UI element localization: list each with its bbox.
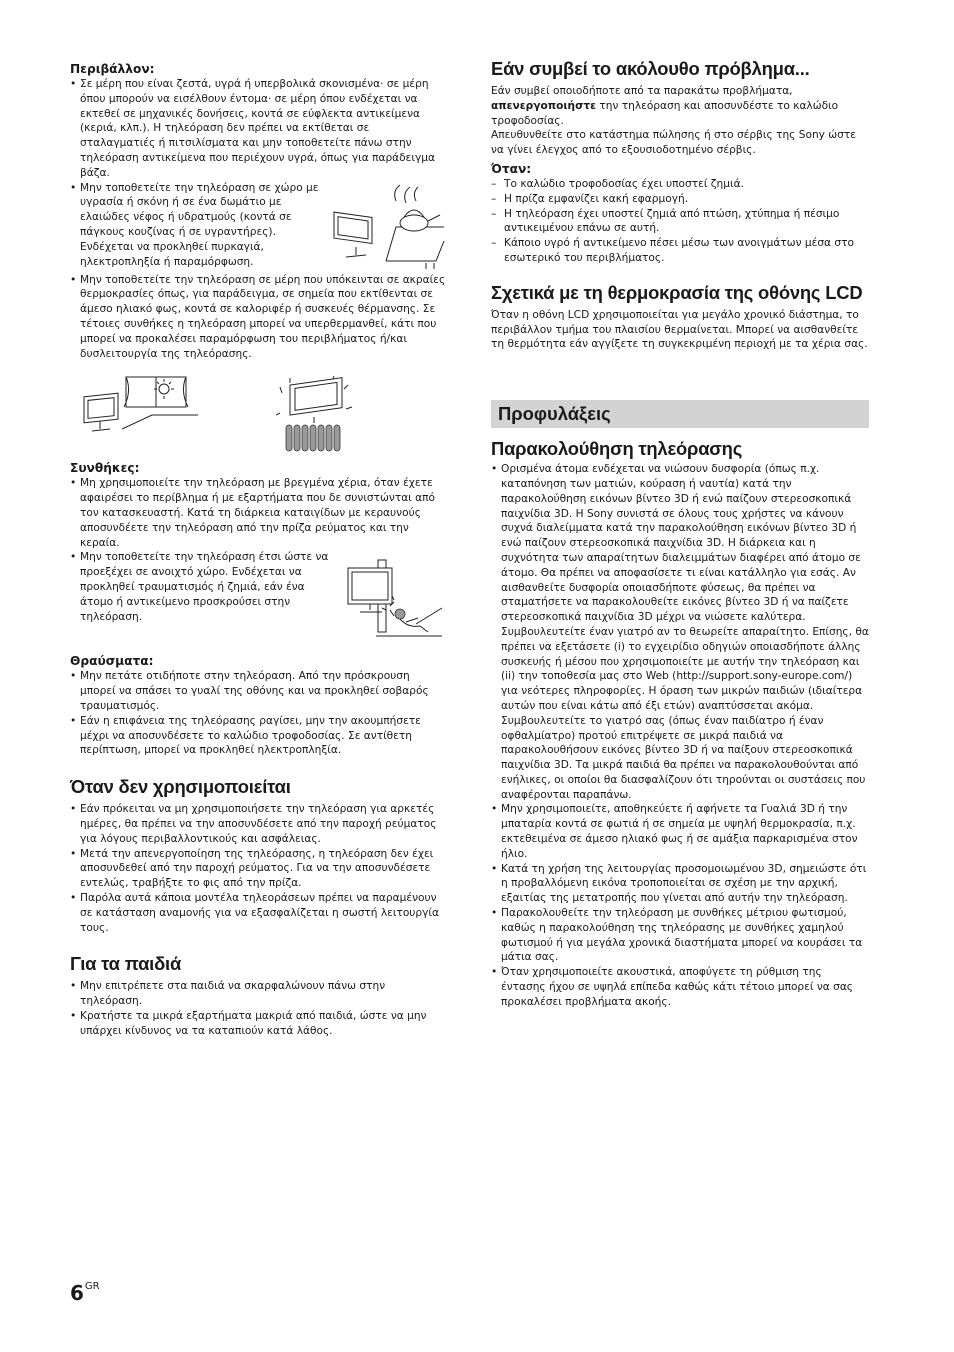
list-item: • Σε μέρη που είναι ζεστά, υγρά ή υπερβολικά σκονισμένα· σε μέρη όπου μπορούν να εισέλθουν έντομα· σε μέρη όπου ενδέχεται να εκτεθεί σε μηχανικές δονήσεις, κοντά σε εύφλεκτα αντικείμενα (κεριά, κλπ.). Η τηλεόραση δεν πρέπει να εκτίθεται σε σταλαγματιές ή πιτσιλίσματα και μην τοποθετείτε πάνω στην τηλεόραση αντικείμενα που περιέχουν υγρά, όπως για παράδειγμα βάζα. bbox=[70, 77, 446, 181]
protruding-tv-illustration bbox=[346, 552, 446, 644]
conditions-heading: Συνθήκες: bbox=[70, 461, 140, 476]
environment-list bbox=[70, 77, 446, 361]
problem-text: την τηλεόραση και αποσυνδέστε το καλώδιο τροφοδοσίας. bbox=[491, 99, 839, 127]
page-number bbox=[70, 1281, 100, 1305]
lcd-temp-heading: Σχετικά με τη θερμοκρασία της οθόνης LCD bbox=[491, 281, 863, 303]
list-item: • Μετά την απενεργοποίηση της τηλεόρασης, η τηλεόραση δεν έχει αποσυνδεθεί από την παροχή ρεύματος. Για να την αποσυνδέσετε εντελώς, τραβήξτε το φις από την πρίζα. bbox=[70, 847, 446, 891]
list-item: – Η πρίζα εμφανίζει κακή εφαρμογή. bbox=[491, 192, 869, 207]
sunlight-tv-illustration bbox=[82, 375, 202, 437]
precautions-band: Προφυλάξεις bbox=[491, 400, 869, 428]
when-heading: Όταν: bbox=[491, 161, 532, 176]
conditions-list bbox=[70, 476, 446, 642]
children-heading: Για τα παιδιά bbox=[70, 953, 182, 975]
list-item: • Μη χρησιμοποιείτε την τηλεόραση με βρεγμένα χέρια, όταν έχετε αφαιρέσει το περίβλημα ή με εξαρτήματα που δε συνιστώνται από τον κατασκευαστή. Κατά τη διάρκεια καταιγίδων με κεραυνούς αποσυνδέετε την τηλεόραση από την πρίζα ρεύματος και την κεραία. bbox=[70, 476, 446, 550]
list-item-text: Μην τοποθετείτε την τηλεόραση σε χώρο με υγρασία ή σκόνη ή σε ένα δωμάτιο με ελαιώδες νέφος ή υδρατμούς (κοντά σε πάγκους κουζίνας ή σε υγραντήρες). Ενδέχεται να προκληθεί πυρκαγιά, ηλεκτροπληξία ή παραμόρφωση. bbox=[80, 181, 319, 268]
problem-service-paragraph: Απευθυνθείτε στο κατάστημα πώλησης ή στο σέρβις της Sony ώστε να γίνει έλεγχος από το εξουσιοδοτημένο σέρβις. bbox=[491, 129, 856, 157]
list-item: • Εάν η επιφάνεια της τηλεόρασης ραγίσει, μην την ακουμπήσετε μέχρι να αποσυνδέσετε το καλώδιο τροφοδοσίας. Σε αντίθετη περίπτωση, μπορεί να προκληθεί ηλεκτροπληξία. bbox=[70, 714, 446, 758]
list-item: – Το καλώδιο τροφοδοσίας έχει υποστεί ζημιά. bbox=[491, 177, 869, 192]
radiator-tv-illustration bbox=[276, 375, 356, 453]
heat-illustrations bbox=[70, 375, 446, 453]
children-list bbox=[70, 979, 446, 1038]
list-item: • Όταν χρησιμοποιείτε ακουστικά, αποφύγετε τη ρύθμιση της έντασης ήχου σε υψηλά επίπεδα καθώς κάτι τέτοιο μπορεί να σας προκαλέσει προβλήματα ακοής. bbox=[491, 965, 869, 1009]
page-number-value: 6 bbox=[70, 1281, 84, 1305]
problem-text: Εάν συμβεί οποιοδήποτε από τα παρακάτω προβλήματα, bbox=[491, 85, 793, 97]
list-item: • Μην επιτρέπετε στα παιδιά να σκαρφαλώνουν πάνω στην τηλεόραση. bbox=[70, 979, 446, 1009]
viewing-list bbox=[491, 462, 869, 1009]
not-in-use-heading: Όταν δεν χρησιμοποιείται bbox=[70, 776, 291, 798]
list-item: • Ορισμένα άτομα ενδέχεται να νιώσουν δυσφορία (όπως π.χ. καταπόνηση των ματιών, κούραση ή ναυτία) κατά την παρακολούθηση εικόνων βίντεο 3D ή ενώ παίζουν στερεοσκοπικά παιχνίδια 3D. Η Sony συνιστά σε όλους τους χρήστες να κάνουν συχνά διαλείμματα κατά την παρακολούθηση εικόνων βίντεο 3D ή ενώ παίζουν στερεοσκοπικά παιχνίδια 3D. Η διάρκεια και η συχνότητα των απαραίτητων διαλειμμάτων διαφέρει από άτομο σε άτομο. Θα πρέπει να αποφασίσετε τι είναι κατάλληλο για εσάς. Αν αισθανθείτε δυσφορία οποιασδήποτε φύσεως, θα πρέπει να σταματήσετε να παρακολουθείτε εικόνες βίντεο 3D ή να παίζετε στερεοσκοπικά παιχνίδια 3D μέχρι να νιώσετε καλύτερα. Συμβουλευτείτε έναν γιατρό αν το θεωρείτε απαραίτητο. Επίσης, θα πρέπει να εξετάσετε (i) το εγχειρίδιο οδηγιών οποιασδήποτε άλλης συσκευής ή μέσου που χρησιμοποιείτε με αυτήν την τηλεόραση και (ii) την τοποθεσία μας στο Web (http://support.sony-europe.com/) για νεότερες πληροφορίες. Η όραση των μικρών παιδιών (ιδιαίτερα αυτών που είναι κάτω από έξι ετών) αναπτύσσεται ακόμα. Συμβουλευτείτε το γιατρό σας (όπως έναν παιδίατρο ή έναν οφθαλμίατρο) προτού επιτρέψετε σε μικρά παιδιά να παρακολουθήσουν εικόνες βίντεο 3D ή να παίξουν στερεοσκοπικά παιχνίδια 3D. Τα μικρά παιδιά θα πρέπει να παρακολουθούνται από ενήλικες, οι οποίοι θα διασφαλίζουν ότι τηρούνται οι συστάσεις που αναφέρονται παραπάνω. bbox=[491, 462, 869, 802]
list-item: • Μην πετάτε οτιδήποτε στην τηλεόραση. Από την πρόσκρουση μπορεί να σπάσει το γυαλί της οθόνης και να προκληθεί σοβαρός τραυματισμός. bbox=[70, 669, 446, 713]
list-item: • Κατά τη χρήση της λειτουργίας προσομοιωμένου 3D, σημειώστε ότι η προβαλλόμενη εικόνα τροποποιείται σε σχέση με την αρχική, εξαιτίας της μετατροπής που γίνεται από αυτήν την τηλεόραση. bbox=[491, 862, 869, 906]
breakage-list bbox=[70, 669, 446, 758]
not-in-use-list bbox=[70, 802, 446, 935]
list-item: • Μην τοποθετείτε την τηλεόραση σε μέρη που υπόκεινται σε ακραίες θερμοκρασίες όπως, για παράδειγμα, σε σημεία που εκτίθενται σε άμεσο ηλιακό φως, κοντά σε καλοριφέρ ή συσκευές θέρμανσης. Σε τέτοιες συνθήκες η τηλεόραση μπορεί να υπερθερμανθεί, κάτι που μπορεί να προκαλέσει παραμόρφωση του περιβλήματος ή/και δυσλειτουργία της τηλεόρασης. bbox=[70, 273, 446, 362]
right-column bbox=[491, 58, 869, 1010]
page-number-suffix: GR bbox=[84, 1281, 100, 1292]
breakage-heading: Θραύσματα: bbox=[70, 654, 154, 669]
lcd-temp-paragraph: Όταν η οθόνη LCD χρησιμοποιείται για μεγάλο χρονικό διάστημα, το περιβάλλον τμήμα του πλαισίου θερμαίνεται. Μπορεί να αισθανθείτε τη θερμότητα εάν αγγίξετε τη συγκεκριμένη περιοχή με τα χέρια σας. bbox=[491, 308, 868, 351]
left-column bbox=[70, 58, 446, 1038]
problem-emphasis: απενεργοποιήστε bbox=[491, 99, 596, 112]
list-item: • Παρόλα αυτά κάποια μοντέλα τηλεοράσεων πρέπει να παραμένουν σε κατάσταση αναμονής για να εξασφαλίζεται η σωστή λειτουργία τους. bbox=[70, 891, 446, 935]
list-item: • Εάν πρόκειται να μη χρησιμοποιήσετε την τηλεόραση για αρκετές ημέρες, θα πρέπει να την αποσυνδέσετε από την παροχή ρεύματος για λόγους περιβαλλοντικούς και ασφάλειας. bbox=[70, 802, 446, 846]
list-item: – Η τηλεόραση έχει υποστεί ζημιά από πτώση, χτύπημα ή πέσιμο αντικειμένου επάνω σε αυτή. bbox=[491, 207, 869, 237]
problem-heading: Εάν συμβεί το ακόλουθο πρόβλημα... bbox=[491, 58, 810, 79]
problem-paragraph bbox=[491, 84, 869, 128]
list-item: • Κρατήστε τα μικρά εξαρτήματα μακριά από παιδιά, ώστε να μην υπάρχει κίνδυνος να τα καταπιούν κατά λάθος. bbox=[70, 1009, 446, 1039]
environment-heading: Περιβάλλον: bbox=[70, 62, 155, 76]
list-item-text: Μην τοποθετείτε την τηλεόραση έτσι ώστε να προεξέχει σε ανοιχτό χώρο. Ενδέχεται να προκληθεί τραυματισμός ή ζημιά, εάν ένα άτομο ή αντικείμενο προσκρούσει στην τηλεόραση. bbox=[80, 551, 329, 623]
when-list bbox=[491, 177, 869, 266]
list-item: • Μην χρησιμοποιείτε, αποθηκεύετε ή αφήνετε τα Γυαλιά 3D ή την μπαταρία κοντά σε φωτιά ή σε σημεία με υψηλή θερμοκρασία, π.χ. εκτεθειμένα σε άμεσο ηλιακό φως ή σε αμάξια παρκαρισμένα στον ήλιο. bbox=[491, 802, 869, 861]
list-item: – Κάποιο υγρό ή αντικείμενο πέσει μέσω των ανοιγμάτων μέσα στο εσωτερικό του περιβλήματος. bbox=[491, 236, 869, 266]
list-item bbox=[70, 550, 446, 642]
list-item bbox=[70, 181, 446, 270]
list-item: • Παρακολουθείτε την τηλεόραση με συνθήκες μέτριου φωτισμού, καθώς η παρακολούθηση της τηλεόρασης με συνθήκες χαμηλού φωτισμού ή για μεγάλα χρονικά διαστήματα μπορεί να κουράσει τα μάτια σας. bbox=[491, 906, 869, 965]
viewing-heading: Παρακολούθηση τηλεόρασης bbox=[491, 438, 743, 460]
kitchen-tv-illustration bbox=[326, 181, 446, 273]
